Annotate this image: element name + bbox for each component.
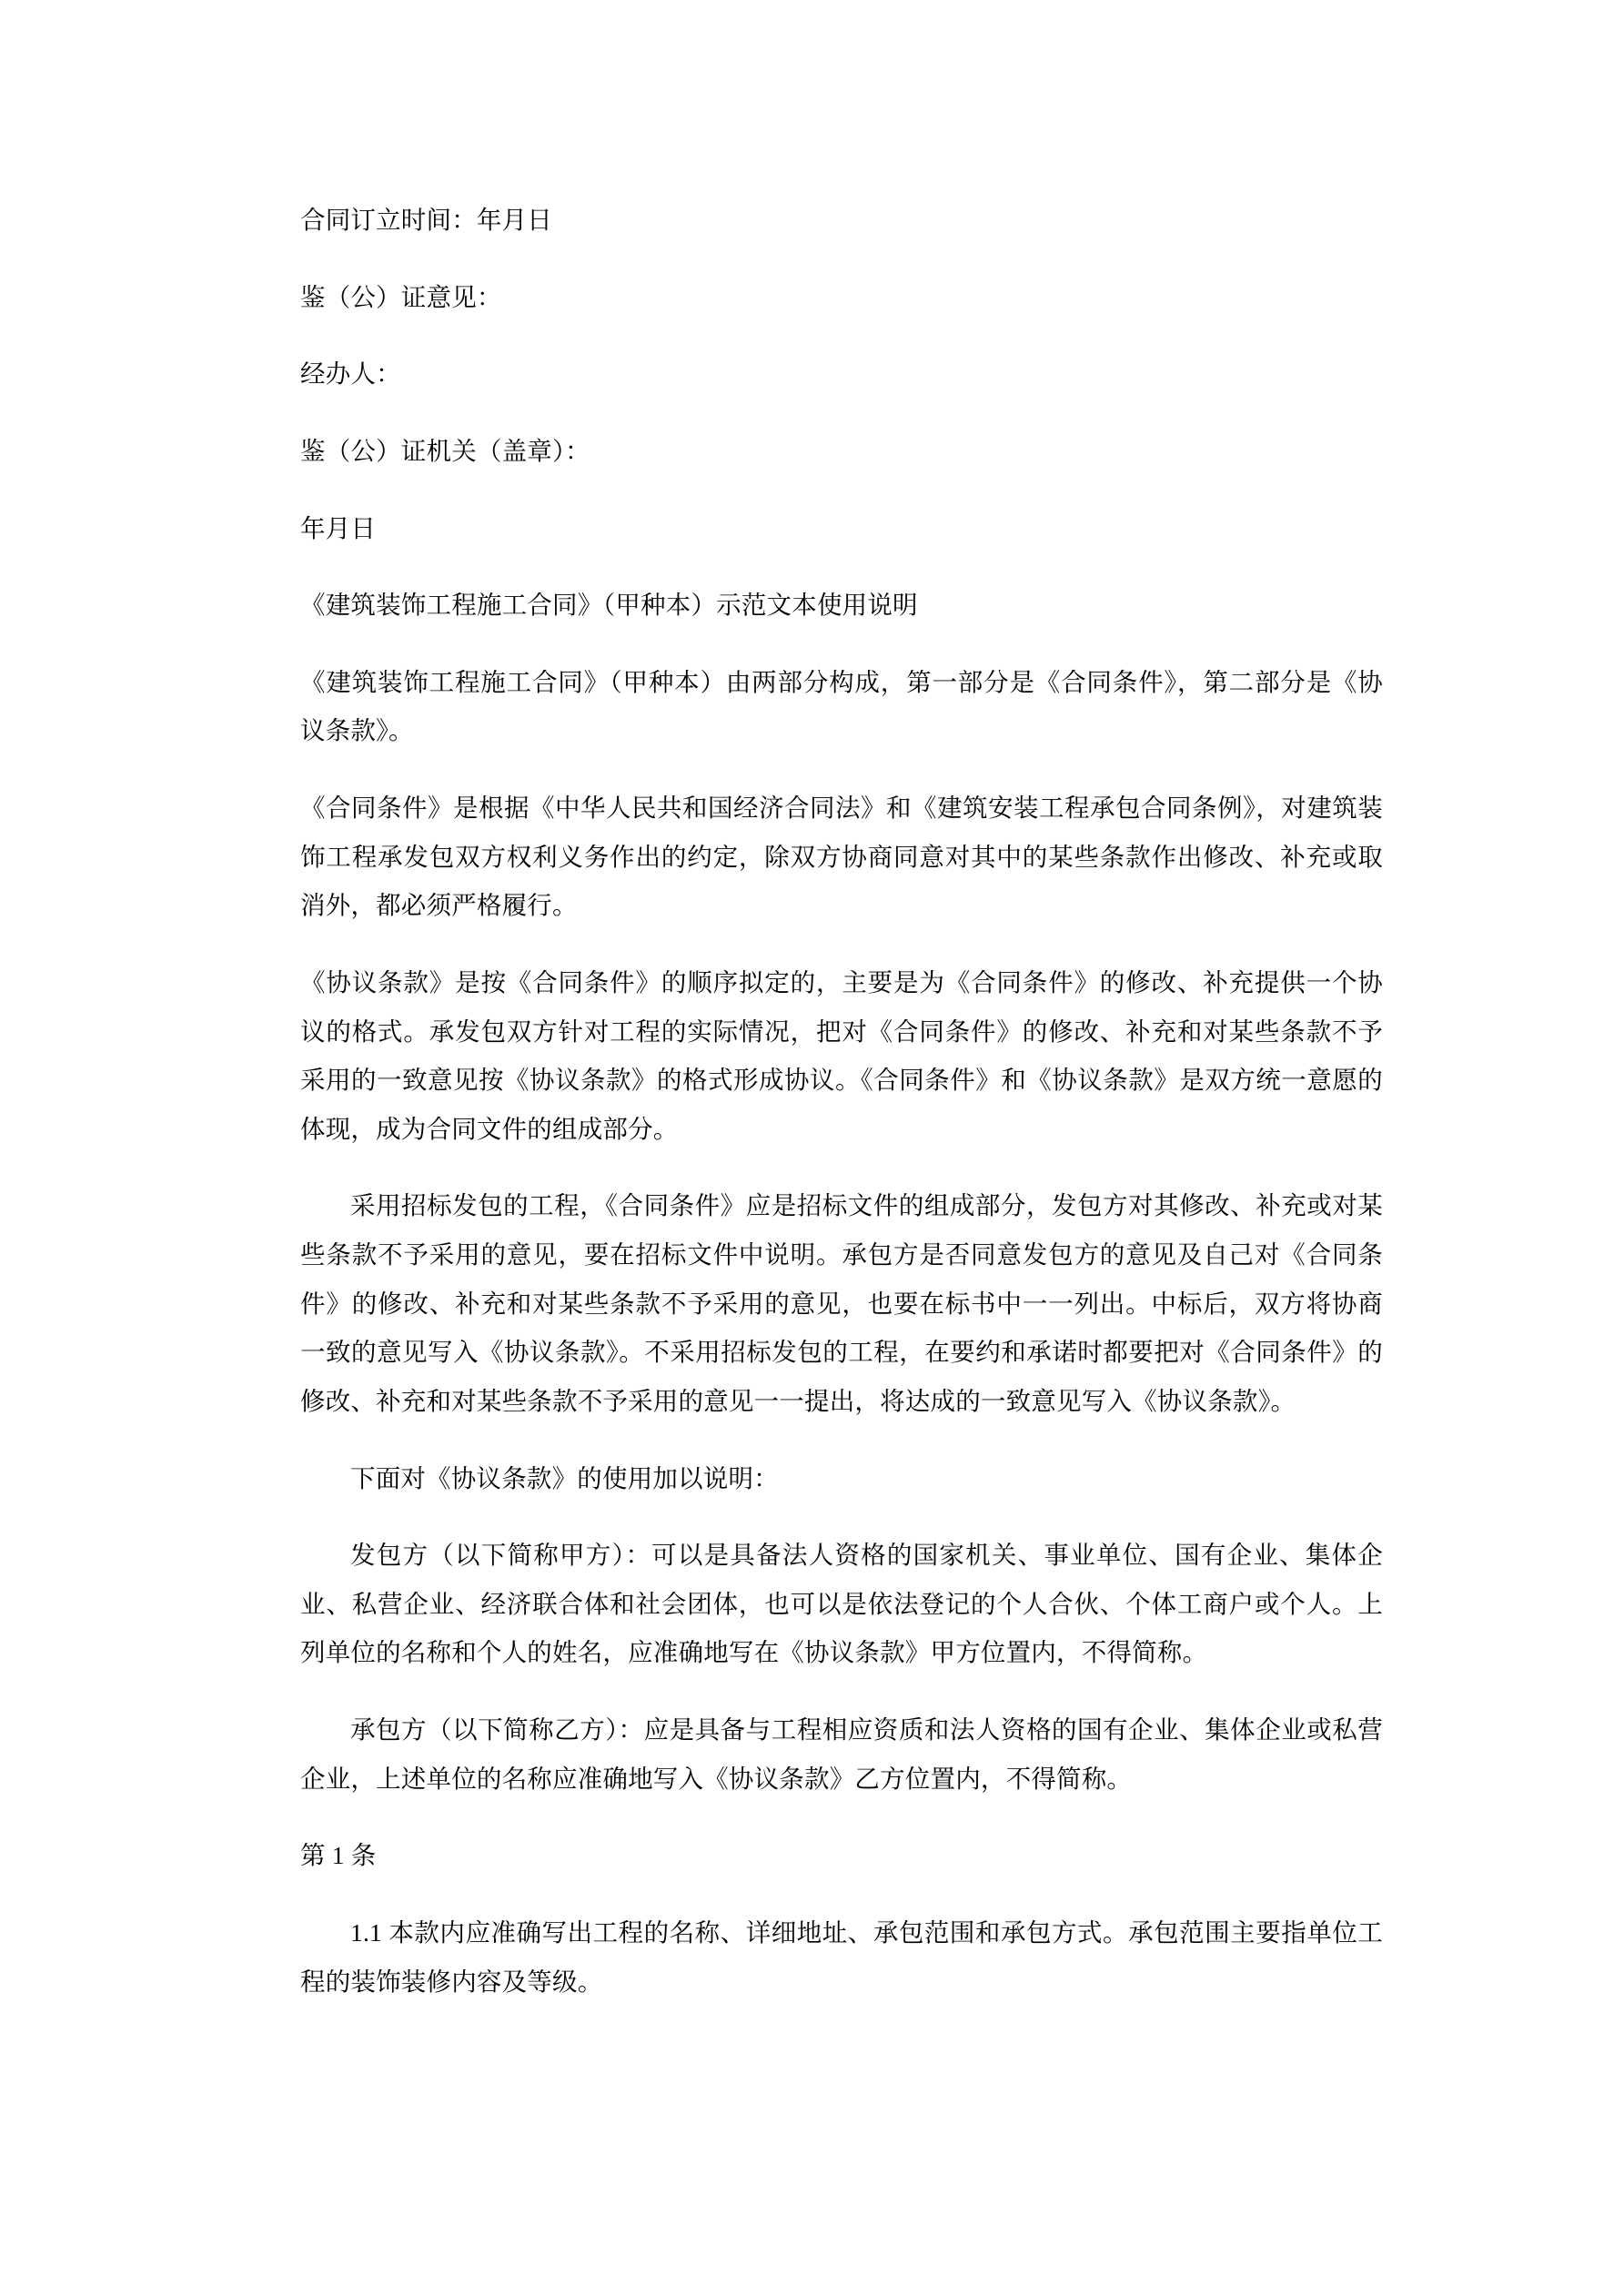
paragraph-notarization-opinion: 鉴（公）证意见： <box>300 282 502 311</box>
paragraph-contract-date: 合同订立时间：年月日 <box>300 206 552 234</box>
paragraph-date-line: 年月日 <box>300 513 377 542</box>
paragraph-usage-intro: 下面对《协议条款》的使用加以说明： <box>350 1463 779 1492</box>
paragraph-handler: 经办人： <box>300 359 401 389</box>
paragraph-bidding-process: 采用招标发包的工程，《合同条件》应是招标文件的组成部分，发包方对其修改、补充或对某些条款不予采用的意见，要在招标文件中说明。承包方是否同意发包方的意见及自己对《合同条件》的修改、补充和对某些条款不予采用的意见，也要在标书中一一列出。中标后，双方将协商一致的意见写入《协议条款》。不采用招标发包的工程，在要约和承诺时都要把对《合同条件》的修改、补充和对某些条款不予采用的意见一一提出，将达成的一致意见写入《协议条款》。 <box>300 1191 1383 1415</box>
paragraph-usage-instructions-title: 《建筑装饰工程施工合同》（甲种本）示范文本使用说明 <box>300 591 918 620</box>
paragraph-party-a-definition: 发包方（以下简称甲方）：可以是具备法人资格的国家机关、事业单位、国有企业、集体企业、私营企业、经济联合体和社会团体，也可以是依法登记的个人合伙、个体工商户或个人。上列单位的名称和个人的姓名，应准确地写在《协议条款》甲方位置内，不得简称。 <box>300 1541 1383 1667</box>
paragraph-contract-conditions-basis: 《合同条件》是根据《中华人民共和国经济合同法》和《建筑安装工程承包合同条例》，对建筑装饰工程承发包双方权利义务作出的约定，除双方协商同意对其中的某些条款作出修改、补充或取消外，都必须严格履行。 <box>300 794 1383 920</box>
paragraph-notary-authority: 鉴（公）证机关（盖章）： <box>300 436 590 465</box>
document-body <box>300 196 1383 2006</box>
paragraph-party-b-definition: 承包方（以下简称乙方）：应是具备与工程相应资质和法人资格的国有企业、集体企业或私营企业，上述单位的名称应准确地写入《协议条款》乙方位置内，不得简称。 <box>300 1715 1383 1793</box>
paragraph-two-parts: 《建筑装饰工程施工合同》（甲种本）由两部分构成，第一部分是《合同条件》，第二部分是《协议条款》。 <box>300 667 1383 745</box>
paragraph-article-1-1: 1.1 本款内应准确写出工程的名称、详细地址、承包范围和承包方式。承包范围主要指单位工程的装饰装修内容及等级。 <box>300 1917 1383 1996</box>
paragraph-article-1-heading: 第 1 条 <box>300 1841 377 1870</box>
paragraph-agreement-terms-basis: 《协议条款》是按《合同条件》的顺序拟定的，主要是为《合同条件》的修改、补充提供一个协议的格式。承发包双方针对工程的实际情况，把对《合同条件》的修改、补充和对某些条款不予采用的一致意见按《协议条款》的格式形成协议。《合同条件》和《协议条款》是双方统一意愿的体现，成为合同文件的组成部分。 <box>300 967 1383 1143</box>
